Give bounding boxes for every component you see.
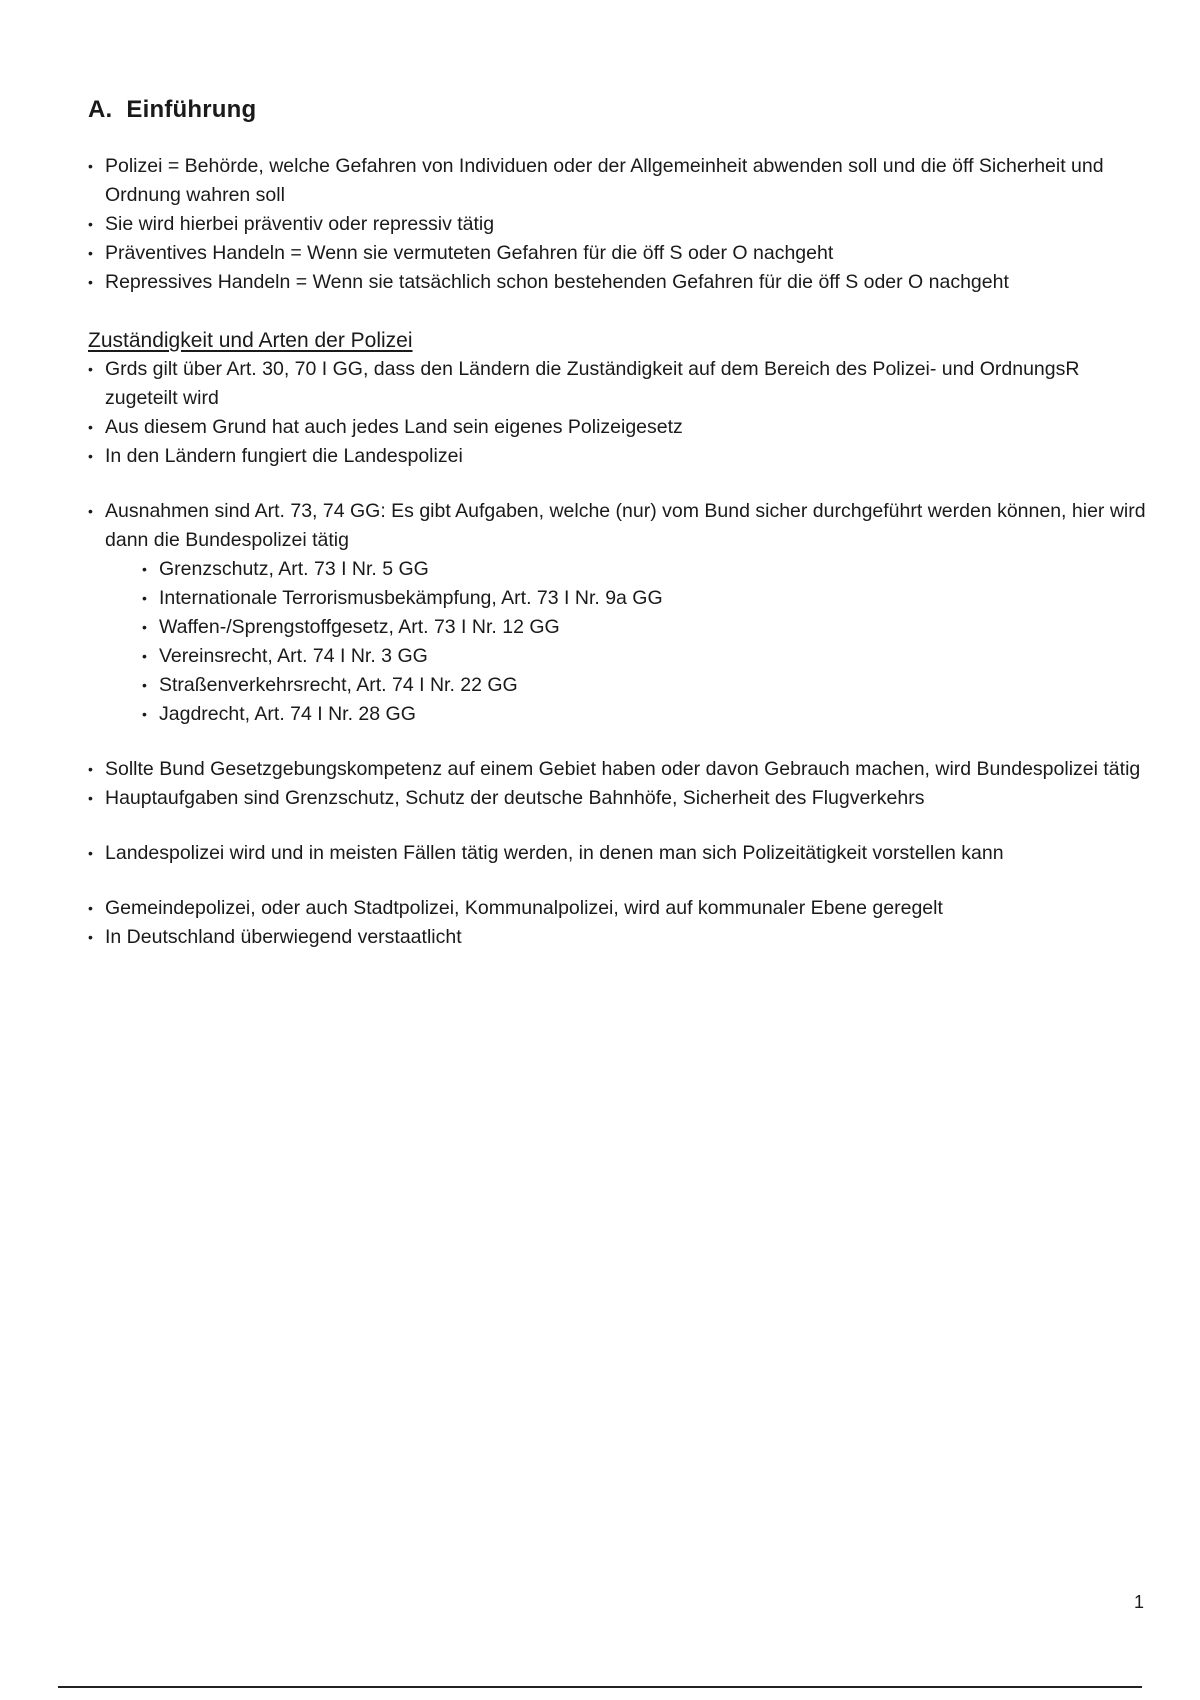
federal-police-list — [88, 755, 1148, 813]
intro-list — [88, 152, 1148, 297]
responsibility-list — [88, 355, 1148, 471]
exceptions-sublist — [105, 555, 1148, 729]
sublist-item: • Waffen-/Sprengstoffgesetz, Art. 73 I Nr. 12 GG — [142, 613, 1148, 642]
sublist-item: • Internationale Terrorismusbekämpfung, Art. 73 I Nr. 9a GG — [142, 584, 1148, 613]
document-page — [88, 96, 1148, 952]
sublist-item: • Vereinsrecht, Art. 74 I Nr. 3 GG — [142, 642, 1148, 671]
municipal-police-list — [88, 894, 1148, 952]
exceptions-list — [88, 497, 1148, 729]
sublist-item: • Grenzschutz, Art. 73 I Nr. 5 GG — [142, 555, 1148, 584]
list-item: • In Deutschland überwiegend verstaatlicht — [88, 923, 1148, 952]
list-item: • Hauptaufgaben sind Grenzschutz, Schutz der deutsche Bahnhöfe, Sicherheit des Flugverkehrs — [88, 784, 1148, 813]
list-item — [88, 497, 1148, 729]
state-police-list — [88, 839, 1148, 868]
footer-divider — [58, 1686, 1142, 1688]
list-item: • Präventives Handeln = Wenn sie vermuteten Gefahren für die öff S oder O nachgeht — [88, 239, 1148, 268]
sublist-item: • Straßenverkehrsrecht, Art. 74 I Nr. 22 GG — [142, 671, 1148, 700]
list-item: • Gemeindepolizei, oder auch Stadtpolizei, Kommunalpolizei, wird auf kommunaler Ebene geregelt — [88, 894, 1148, 923]
chapter-heading — [88, 96, 1148, 124]
list-item: • Aus diesem Grund hat auch jedes Land sein eigenes Polizeigesetz — [88, 413, 1148, 442]
chapter-title: Einführung — [126, 96, 257, 123]
list-item: • Sollte Bund Gesetzgebungskompetenz auf einem Gebiet haben oder davon Gebrauch machen, wird Bundespolizei tätig — [88, 755, 1148, 784]
list-item: • Repressives Handeln = Wenn sie tatsächlich schon bestehenden Gefahren für die öff S oder O nachgeht — [88, 268, 1148, 297]
chapter-number: A. — [88, 96, 113, 123]
sublist-item: • Jagdrecht, Art. 74 I Nr. 28 GG — [142, 700, 1148, 729]
page-number: 1 — [1133, 1592, 1144, 1612]
list-item: • In den Ländern fungiert die Landespolizei — [88, 442, 1148, 471]
list-item: • Sie wird hierbei präventiv oder repressiv tätig — [88, 210, 1148, 239]
list-item: • Polizei = Behörde, welche Gefahren von Individuen oder der Allgemeinheit abwenden soll und die öff Sicherheit und Ordnung wahren soll — [88, 152, 1148, 210]
list-item: • Grds gilt über Art. 30, 70 I GG, dass den Ländern die Zuständigkeit auf dem Bereich des Polizei- und OrdnungsR zugeteilt wird — [88, 355, 1148, 413]
section-heading: Zuständigkeit und Arten der Polizei — [88, 329, 413, 352]
exceptions-intro: Ausnahmen sind Art. 73, 74 GG: Es gibt Aufgaben, welche (nur) vom Bund sicher durchgeführt werden können, hier wird dann die Bundespolizei tätig — [105, 500, 1146, 551]
list-item: • Landespolizei wird und in meisten Fällen tätig werden, in denen man sich Polizeitätigkeit vorstellen kann — [88, 839, 1148, 868]
